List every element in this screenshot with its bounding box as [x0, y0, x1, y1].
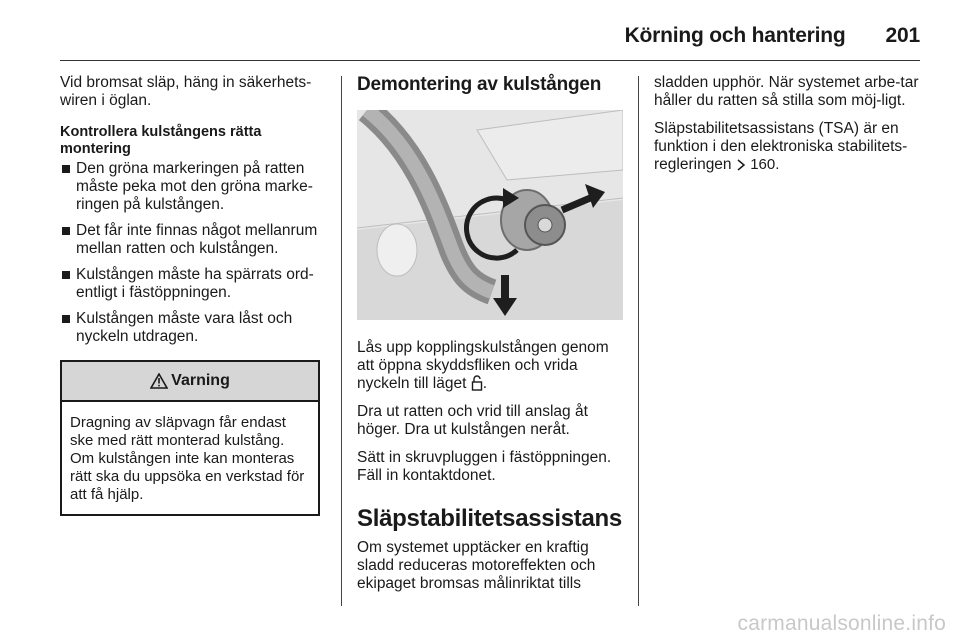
- bullet-text: Kulstången måste vara låst och nyckeln utdragen.: [76, 310, 293, 345]
- instruction-paragraph-3: Sätt in skruvpluggen i fästöppningen. Fäll in kontaktdonet.: [357, 449, 612, 484]
- bullet-item: [60, 222, 324, 258]
- subheading: Kontrollera kulstångens rätta montering: [60, 124, 262, 157]
- column-divider: [341, 76, 342, 606]
- warning-header: [62, 362, 318, 402]
- warning-body: Dragning av släpvagn får endast ske med rätt monterad kulstång. Om kulstången inte kan monteras rätt ska du uppsöka en verkstad för att få hjälp.: [70, 414, 305, 503]
- reference-arrow-icon: [736, 158, 746, 172]
- instruction-paragraph-2: Dra ut ratten och vrid till anslag åt höger. Dra ut kulstången neråt.: [357, 403, 588, 438]
- bullet-text: Det får inte finnas något mellanrum mellan ratten och kulstången.: [76, 222, 318, 257]
- unlock-paragraph-text: Lås upp kopplingskulstången genom att öppna skyddsfliken och vrida nyckeln till läget: [357, 339, 609, 392]
- warning-title: Varning: [171, 372, 230, 389]
- bullet-item: [60, 266, 324, 302]
- warning-triangle-icon: [150, 373, 168, 389]
- bullet-text: Kulstången måste ha spärrats ord-entligt i fästöppningen.: [76, 266, 314, 301]
- bullet-square-icon: [62, 315, 70, 323]
- tsa-paragraph: Om systemet upptäcker en kraftig sladd reduceras motoreffekten och ekipaget bromsas målinriktat tills: [357, 539, 596, 592]
- warning-box: [60, 360, 320, 516]
- page-header: [60, 18, 920, 54]
- column-3: [654, 74, 924, 184]
- intro-paragraph: Vid bromsat släp, häng in säkerhets-wiren i öglan.: [60, 74, 312, 109]
- bullet-square-icon: [62, 227, 70, 235]
- section-heading-tsa: Släpstabilitetsassistans: [357, 505, 622, 532]
- watermark: carmanualsonline.info: [737, 612, 946, 635]
- column-2: [357, 74, 623, 603]
- column-1: [60, 74, 324, 516]
- section-heading-removal: Demontering av kulstången: [357, 74, 602, 95]
- bullet-list: [60, 160, 324, 346]
- bullet-text: Den gröna markeringen på ratten måste peka mot den gröna marke-ringen på kulstången.: [76, 160, 313, 213]
- page-number: 201: [885, 24, 920, 47]
- bullet-item: [60, 310, 324, 346]
- column-divider: [638, 76, 639, 606]
- bullet-square-icon: [62, 165, 70, 173]
- bullet-square-icon: [62, 271, 70, 279]
- unlock-padlock-icon: [471, 375, 483, 391]
- header-rule: [60, 60, 920, 61]
- continued-paragraph: sladden upphör. När systemet arbe-tar håller du ratten så stilla som möj-ligt.: [654, 74, 919, 109]
- tsa-description: Släpstabilitetsassistans (TSA) är en funktion i den elektroniska stabilitets-regleringen: [654, 120, 908, 173]
- page-reference-link[interactable]: 160.: [750, 156, 780, 173]
- tow-bar-illustration: [357, 110, 623, 320]
- unlock-paragraph-end: .: [482, 375, 488, 392]
- section-title: Körning och hantering: [624, 24, 846, 47]
- bullet-item: [60, 160, 324, 214]
